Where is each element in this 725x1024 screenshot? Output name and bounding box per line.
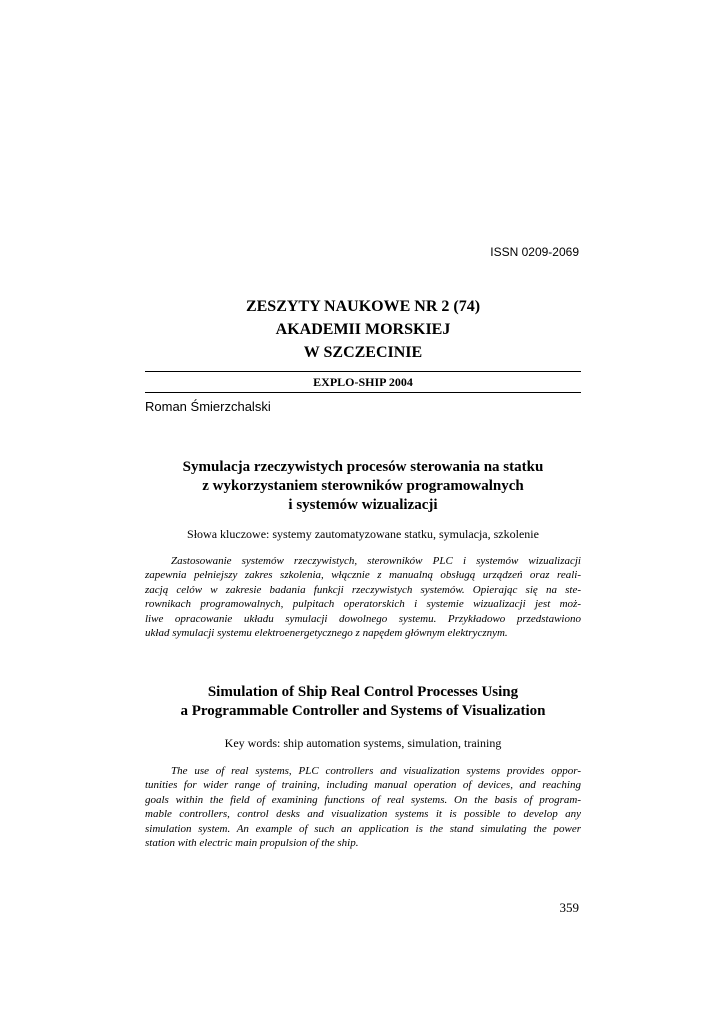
series-label: EXPLO-SHIP 2004 [313,375,413,389]
title-line: z wykorzystaniem sterowników programowalnych [202,478,524,494]
abstract-line: zapewnia pełniejszy zakres szkolenia, włącznie z manualną obsługą urządzeń oraz reali- [145,569,581,582]
abstract-polish [145,554,581,640]
abstract-line: goals within the field of examining functions of real systems. On the basis of program- [145,793,581,806]
title-line: i systemów wizualizacji [288,497,438,513]
abstract-line: Zastosowanie systemów rzeczywistych, sterowników PLC i systemów wizualizacji [171,555,581,567]
abstract-line: station with electric main propulsion of the ship. [145,837,359,850]
paper-title-english [145,683,581,721]
abstract-line: simulation system. An example of such an application is the stand simulating the power [145,822,581,835]
abstract-line: układ symulacji systemu elektroenergetycznego z napędem głównym elektrycznym. [145,627,508,640]
title-line: Simulation of Ship Real Control Processes Using [207,684,519,700]
abstract-english [145,764,581,850]
journal-title-line: ZESZYTY NAUKOWE NR 2 (74) [245,298,481,315]
keywords-english: Key words: ship automation systems, simulation, training [224,736,502,750]
abstract-line: rownikach programowalnych, pulpitach operatorskich i systemie wizualizacji jest moż- [145,598,581,611]
journal-title [145,295,581,364]
page-number: 359 [559,900,579,915]
abstract-line: zacją celów w zakresie badania funkcji rzeczywistych systemów. Opierając się na ste- [145,583,581,596]
journal-title-line: AKADEMII MORSKIEJ [275,321,451,338]
series-banner [145,371,581,393]
abstract-line: tunities for wider range of training, including manual operation of devices, and reaching [145,779,581,792]
abstract-line: The use of real systems, PLC controllers and visualization systems provides oppor- [171,765,581,777]
author-name: Roman Śmierzchalski [145,399,271,414]
title-line: a Programmable Controller and Systems of Visualization [180,703,546,719]
issn-number: ISSN 0209-2069 [490,245,579,259]
paper-title-polish [145,458,581,515]
journal-title-line: W SZCZECINIE [303,344,423,361]
keywords-polish: Słowa kluczowe: systemy zautomatyzowane statku, symulacja, szkolenie [187,527,539,541]
title-line: Symulacja rzeczywistych procesów sterowania na statku [182,459,544,475]
abstract-line: liwe opracowanie układu symulacji dowolnego systemu. Przykładowo przedstawiono [145,612,581,625]
abstract-line: mable controllers, control desks and visualization systems it is possible to develop any [145,808,581,821]
